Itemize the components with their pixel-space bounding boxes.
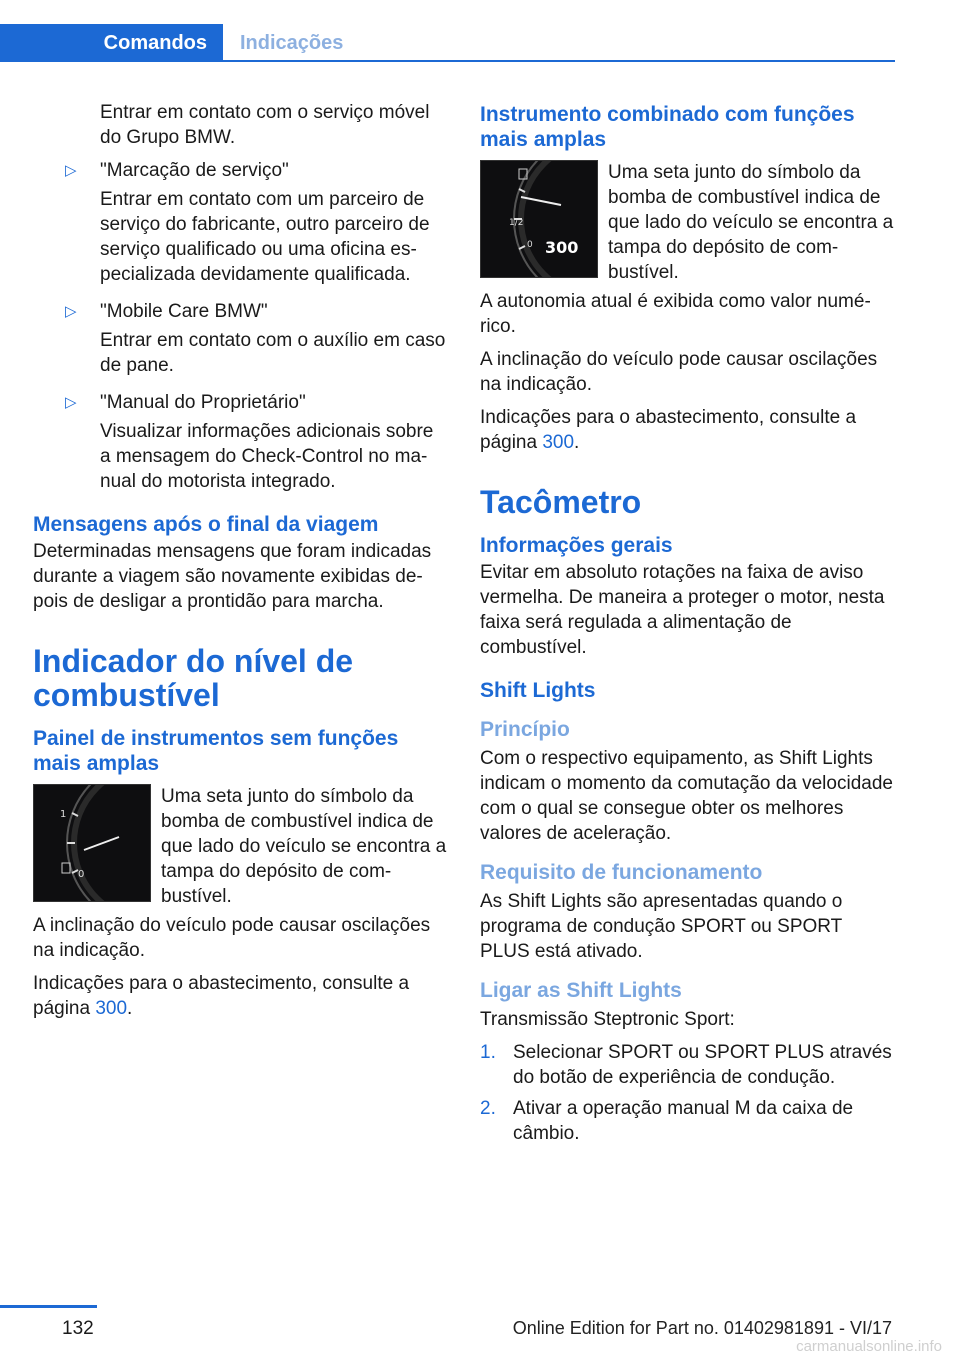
refuel-suffix: . [574,432,580,453]
paragraph-principle: Com o respectivo equipamento, as Shift Lights indicam o momento da comutação da velocidade com o qual se consegue obter os melhores valores de aceleração. [480,748,893,844]
left-column [33,100,449,1029]
step-item [480,1096,896,1146]
refuel-suffix: . [127,998,133,1019]
heading-fuel-level: Indicador do nível de combustível [33,643,354,713]
list-item [33,390,449,494]
paragraph-refuel [33,971,449,1021]
header-rule [0,60,895,62]
combined-gauge-row [480,160,896,285]
list-item-text: Entrar em contato com o auxílio em caso de pane. [100,330,446,376]
paragraph-requirement: As Shift Lights são apresentadas quando o programa de condução SPORT ou SPORT PLUS está ativado. [480,891,843,962]
fuel-gauge-text: Uma seta junto do símbolo da bomba de combustível indica de que lado do veículo se encontra a tampa do depósito de combustível. [161,786,447,907]
list-item-text: Visualizar informações adicionais sobre a mensagem do Check-Control no manual do motorista integrado. [100,421,434,492]
gauge-label-zero: 0 [78,869,85,880]
paragraph-switch: Transmissão Steptronic Sport: [480,1009,735,1030]
page-link-300[interactable]: 300 [95,998,128,1019]
paragraph-messages: Determinadas mensagens que foram indicadas durante a viagem são novamente exibidas depois de desligar a prontidão para marcha. [33,541,432,612]
step-number: 2. [480,1098,496,1119]
heading-tachometer: Tacômetro [480,484,642,520]
tab-indicacoes[interactable]: Indicações [240,31,344,54]
list-item [33,158,449,287]
list-item-title: "Marcação de serviço" [100,160,289,181]
footer-rule [0,1305,97,1308]
gauge-label-zero: 0 [527,240,533,250]
right-column [480,102,896,1152]
triangle-bullet-icon: ▷ [65,303,77,320]
paragraph-incline: A inclinação do veículo pode causar oscilações na indicação. [33,915,431,961]
page-number: 132 [62,1318,94,1339]
heading-switch-on: Ligar as Shift Lights [480,979,682,1002]
step-text: Ativar a operação manual M da caixa de câmbio. [513,1098,854,1144]
list-item-text: Entrar em contato com um parceiro de serviço do fabricante, outro parceiro de serviço qualificado ou uma oficina especializada devidamente qualificada. [100,189,430,285]
refuel-text: Indicações para o abastecimento, consulte a página [480,407,857,453]
page-link-300[interactable]: 300 [542,432,575,453]
edition-text: Online Edition for Part no. 01402981891 - VI/17 [512,1318,892,1338]
gauge-label-half: 1/2 [509,218,524,228]
gauge-label-one: 1 [60,809,67,820]
paragraph-range: A autonomia atual é exibida como valor numérico. [480,291,871,337]
heading-general-info: Informações gerais [480,534,673,557]
heading-combined-instrument: Instrumento combinado com funções mais amplas [480,103,855,151]
heading-shift-lights: Shift Lights [480,679,596,702]
gauge-range-readout: 300 [545,238,579,257]
triangle-bullet-icon: ▷ [65,162,77,179]
heading-principle: Princípio [480,718,570,741]
step-item [480,1040,896,1090]
list-item-title: "Mobile Care BMW" [100,301,268,322]
triangle-bullet-icon: ▷ [65,394,77,411]
step-number: 1. [480,1042,496,1063]
refuel-text: Indicações para o abastecimento, consulte a página [33,973,410,1019]
heading-panel-basic: Painel de instrumentos sem funções mais amplas [33,727,399,775]
combined-gauge-image [480,160,598,278]
heading-messages: Mensagens após o final da viagem [33,513,379,536]
fuel-gauge-row [33,784,449,909]
paragraph-incline: A inclinação do veículo pode causar oscilações na indicação. [480,349,878,395]
combined-gauge-text: Uma seta junto do símbolo da bomba de combustível indica de que lado do veículo se encontra a tampa do depósito de combustível. [608,162,894,283]
step-text: Selecionar SPORT ou SPORT PLUS através do botão de experiência de condução. [513,1042,892,1088]
paragraph-general: Evitar em absoluto rotações na faixa de aviso vermelha. De maneira a proteger o motor, nesta faixa será regulada a alimentação de combustível. [480,562,885,658]
paragraph-refuel [480,405,896,455]
page-header [0,24,895,62]
continued-text: Entrar em contato com o serviço móvel do Grupo BMW. [100,102,430,148]
list-item-title: "Manual do Proprietário" [100,392,306,413]
list-item [33,299,449,378]
watermark: carmanualsonline.info [796,1338,942,1355]
heading-requirement: Requisito de funcionamento [480,861,763,884]
tab-comandos[interactable]: Comandos [0,24,223,62]
fuel-gauge-image [33,784,151,902]
